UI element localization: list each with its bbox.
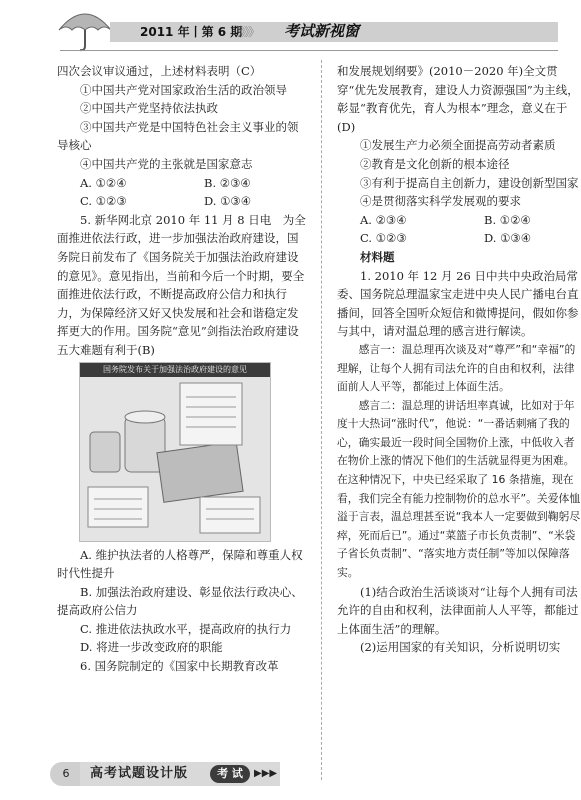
news-illustration <box>79 362 271 542</box>
umbrella-icon <box>55 4 115 52</box>
answer-choice: D. ①③④ <box>484 231 532 246</box>
column-title: 考试新视窗 <box>284 22 360 40</box>
header-arrows: 》》》》 <box>236 25 259 39</box>
left-column <box>57 62 307 676</box>
choice-a: A. 维护执法者的人格尊严，保障和尊重人权时代性提升 <box>57 547 303 581</box>
column-divider <box>321 60 322 780</box>
question-6: 6. 国务院制定的《国家中长期教育改革 <box>80 659 279 674</box>
footer-title: 高考试题设计版 <box>90 766 189 781</box>
option-item: ④中国共产党的主张就是国家意志 <box>80 156 253 171</box>
answer-choice: C. ①②③ <box>360 231 407 246</box>
option-item: ④是贯彻落实科学发展观的要求 <box>360 194 521 209</box>
sub-question-1: (1)结合政治生活谈谈对“让每个人拥有司法允许的自由和权利，法律面前人人平等，都能过上体面生活”的理解。 <box>337 584 579 636</box>
option-item: ②教育是文化创新的根本途径 <box>360 156 510 171</box>
right-column <box>337 62 581 657</box>
material-question: 1. 2010 年 12 月 26 日中共中央政治局常委、国务院总理温家宝走进中央人民广播电台直播间，回答全国听众短信和微博提问，假如你参与其中，请对温总理的感言进行解读。 <box>337 268 579 339</box>
illustration-caption: 国务院发布关于加强法治政府建设的意见 <box>80 363 270 377</box>
header-rule <box>60 50 558 51</box>
option-item: ②中国共产党坚持依法执政 <box>80 101 218 116</box>
answer-choice: A. ①②④ <box>80 175 127 190</box>
choice-d: D. 将进一步改变政府的职能 <box>80 640 223 655</box>
question-5: 5. 新华网北京 2010 年 11 月 8 日电 为全面推进依法行政，进一步加强法治政府建设，国务院日前发布了《国务院关于加强法治政府建设的意见》。意见指出，当前和今后一个时期，要全面推进依法行政，不断提高政府公信力和执行力，为保障经济又好又快发展和社会和谐稳定发挥更大的作用。国务院“意见”剑指法治政府建设五大难题有利于(B) <box>57 212 306 357</box>
answer-choice: B. ②③④ <box>204 175 251 190</box>
answer-row <box>337 229 581 248</box>
answer-row <box>337 211 581 230</box>
quote-two: 感言二：温总理的讲话坦率真诚，比如对于年度十大热词“涨时代”，他说：“一番话刺痛了我的心，确实最近一段时间全国物价上涨，中低收入者在物价上涨的情况下他们的生活就显得更为困难。在这种情况下，中央已经采取了 16 条措施，现在看，我们完全有能力控制物价的总水平”。关爱体恤溢于言表，温总理甚至说“我本人一定要做到鞠躬尽瘁，死而后已”。通过“菜篮子市长负责制”、“米袋子省长负责制”、“落实地方责任制”等加以保障落实。 <box>337 398 581 580</box>
footer-arrows: ▶▶▶ <box>254 768 278 779</box>
answer-row <box>57 192 307 211</box>
option-item: ③中国共产党是中国特色社会主义事业的领导核心 <box>57 119 299 153</box>
choice-c: C. 推进依法执政水平，提高政府的执行力 <box>80 621 292 636</box>
answer-choice: D. ①③④ <box>204 194 252 209</box>
option-item: ①发展生产力必须全面提高劳动者素质 <box>360 138 556 153</box>
answer-choice: C. ①②③ <box>80 194 127 209</box>
answer-row <box>57 174 307 193</box>
footer-badge: 考 试 <box>210 765 250 783</box>
sub-question-2: (2)运用国家的有关知识，分析说明切实 <box>360 640 561 655</box>
page-header <box>0 0 581 60</box>
paragraph: 四次会议审议通过，上述材料表明（C） <box>57 64 262 78</box>
scale-illustration-icon <box>80 377 270 541</box>
paragraph: 和发展规划纲要》(2010－2020 年)全文贯穿“优先发展教育，建设人力资源强国”为主线，彰显“教育优先，育人为根本”理念，意义在于(D) <box>337 64 579 134</box>
answer-choice: B. ①②④ <box>484 212 531 227</box>
answer-choice: A. ②③④ <box>360 212 407 227</box>
quote-one: 感言一：温总理再次谈及对“尊严”和“幸福”的理解，让每个人拥有司法允许的自由和权利，法律面前人人平等，都能过上体面生活。 <box>337 342 576 394</box>
option-item: ①中国共产党对国家政治生活的政治领导 <box>80 82 287 97</box>
page-number: 6 <box>50 762 82 786</box>
option-item: ③有利于提高自主创新力，建设创新型国家 <box>360 175 579 190</box>
section-heading: 材料题 <box>360 249 395 264</box>
issue-label: 2011 年丨第 6 期 <box>140 25 243 39</box>
choice-b: B. 加强法治政府建设、彰显依法行政决心、提高政府公信力 <box>57 584 303 618</box>
page-footer <box>0 740 581 800</box>
